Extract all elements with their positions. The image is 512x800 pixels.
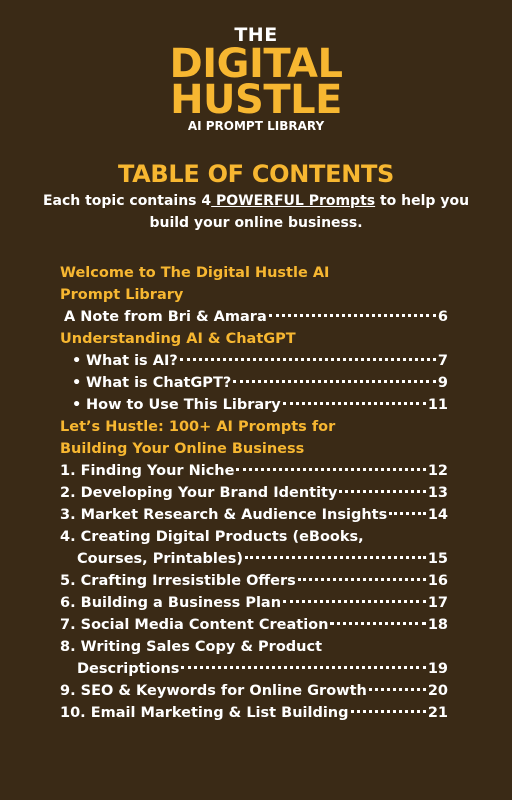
- dot-leader: [283, 600, 426, 603]
- toc-entry-page: 15: [427, 551, 448, 567]
- toc-entry-title: Courses, Printables): [77, 551, 243, 567]
- section-heading-welcome-2: Prompt Library: [60, 287, 184, 303]
- intro-highlight: POWERFUL Prompts: [211, 193, 376, 209]
- toc-entry-page: 9: [437, 375, 448, 391]
- toc-entry-what-ai[interactable]: [60, 350, 448, 372]
- toc-entry-what-chatgpt[interactable]: [60, 372, 448, 394]
- toc-entry-page: 14: [427, 507, 448, 523]
- toc-entry-title: 2. Developing Your Brand Identity: [60, 485, 338, 501]
- page-title: TABLE OF CONTENTS: [117, 160, 395, 188]
- intro-before: Each topic contains 4: [42, 193, 212, 209]
- toc-entry-7[interactable]: [60, 614, 448, 636]
- dot-leader: [283, 402, 426, 405]
- toc-entry-page: 6: [437, 309, 448, 325]
- toc-entry-4-line1[interactable]: 4. Creating Digital Products (eBooks,: [60, 529, 364, 545]
- intro-after: to help you build your online business.: [149, 193, 470, 231]
- brand-subtitle: AI PROMPT LIBRARY: [187, 119, 325, 133]
- dot-leader: [236, 468, 425, 471]
- toc-entry-title: • What is ChatGPT?: [72, 372, 231, 394]
- toc-entry-title: • What is AI?: [72, 350, 178, 372]
- toc-entry-title: 10. Email Marketing & List Building: [60, 705, 349, 721]
- dot-leader: [269, 314, 436, 317]
- toc-entry-title: • How to Use This Library: [72, 394, 281, 416]
- dot-leader: [339, 490, 425, 493]
- toc-entry-8[interactable]: [60, 658, 448, 680]
- dot-leader: [181, 666, 425, 669]
- toc-entry-page: 7: [437, 353, 448, 369]
- dot-leader: [245, 556, 426, 559]
- intro-text: [40, 190, 472, 234]
- section-heading-welcome-1: Welcome to The Digital Hustle AI: [60, 265, 330, 281]
- toc-entry-page: 21: [427, 705, 448, 721]
- toc-entry-5[interactable]: [60, 570, 448, 592]
- dot-leader: [298, 578, 426, 581]
- toc-entry-how-to-use[interactable]: [60, 394, 448, 416]
- dot-leader: [180, 358, 436, 361]
- toc-entry-title: 3. Market Research & Audience Insights: [60, 507, 388, 523]
- toc-entry-title: 1. Finding Your Niche: [60, 463, 235, 479]
- toc-entry-page: 20: [427, 683, 448, 699]
- toc-entry-page: 18: [427, 617, 448, 633]
- toc-entry-page: 12: [427, 463, 448, 479]
- toc-entry-8-line1[interactable]: 8. Writing Sales Copy & Product: [60, 639, 323, 655]
- brand-hustle: HUSTLE: [170, 77, 342, 123]
- toc-entry-title: 7. Social Media Content Creation: [60, 617, 329, 633]
- toc-entry-3[interactable]: [60, 504, 448, 526]
- toc-entry-page: 13: [427, 485, 448, 501]
- toc-entry-page: 11: [427, 397, 448, 413]
- toc-entry-title: 9. SEO & Keywords for Online Growth: [60, 683, 367, 699]
- dot-leader: [330, 622, 425, 625]
- section-heading-lets-hustle-1: Let’s Hustle: 100+ AI Prompts for: [60, 419, 336, 435]
- toc-entry-6[interactable]: [60, 592, 448, 614]
- brand-logo: [0, 24, 512, 134]
- dot-leader: [369, 688, 426, 691]
- toc-entry-1[interactable]: [60, 460, 448, 482]
- dot-leader: [351, 710, 426, 713]
- brand-digital: DIGITAL: [169, 41, 343, 87]
- toc-entry-title: A Note from Bri & Amara: [64, 309, 267, 325]
- toc-entry-page: 17: [427, 595, 448, 611]
- dot-leader: [389, 512, 426, 515]
- toc-entry-title: 5. Crafting Irresistible Offers: [60, 573, 296, 589]
- toc-entry-page: 19: [427, 661, 448, 677]
- toc-entry-page: 16: [427, 573, 448, 589]
- brand-the: THE: [234, 24, 278, 46]
- dot-leader: [233, 380, 436, 383]
- toc-entry-4[interactable]: [60, 548, 448, 570]
- toc-entry-9[interactable]: [60, 680, 448, 702]
- toc-entry-note[interactable]: [60, 306, 448, 328]
- toc-entry-10[interactable]: [60, 702, 448, 724]
- table-of-contents: [60, 262, 448, 724]
- section-heading-lets-hustle-2: Building Your Online Business: [60, 441, 305, 457]
- toc-entry-2[interactable]: [60, 482, 448, 504]
- toc-entry-title: 6. Building a Business Plan: [60, 595, 282, 611]
- toc-entry-title: Descriptions: [77, 661, 180, 677]
- section-heading-understanding: Understanding AI & ChatGPT: [60, 331, 296, 347]
